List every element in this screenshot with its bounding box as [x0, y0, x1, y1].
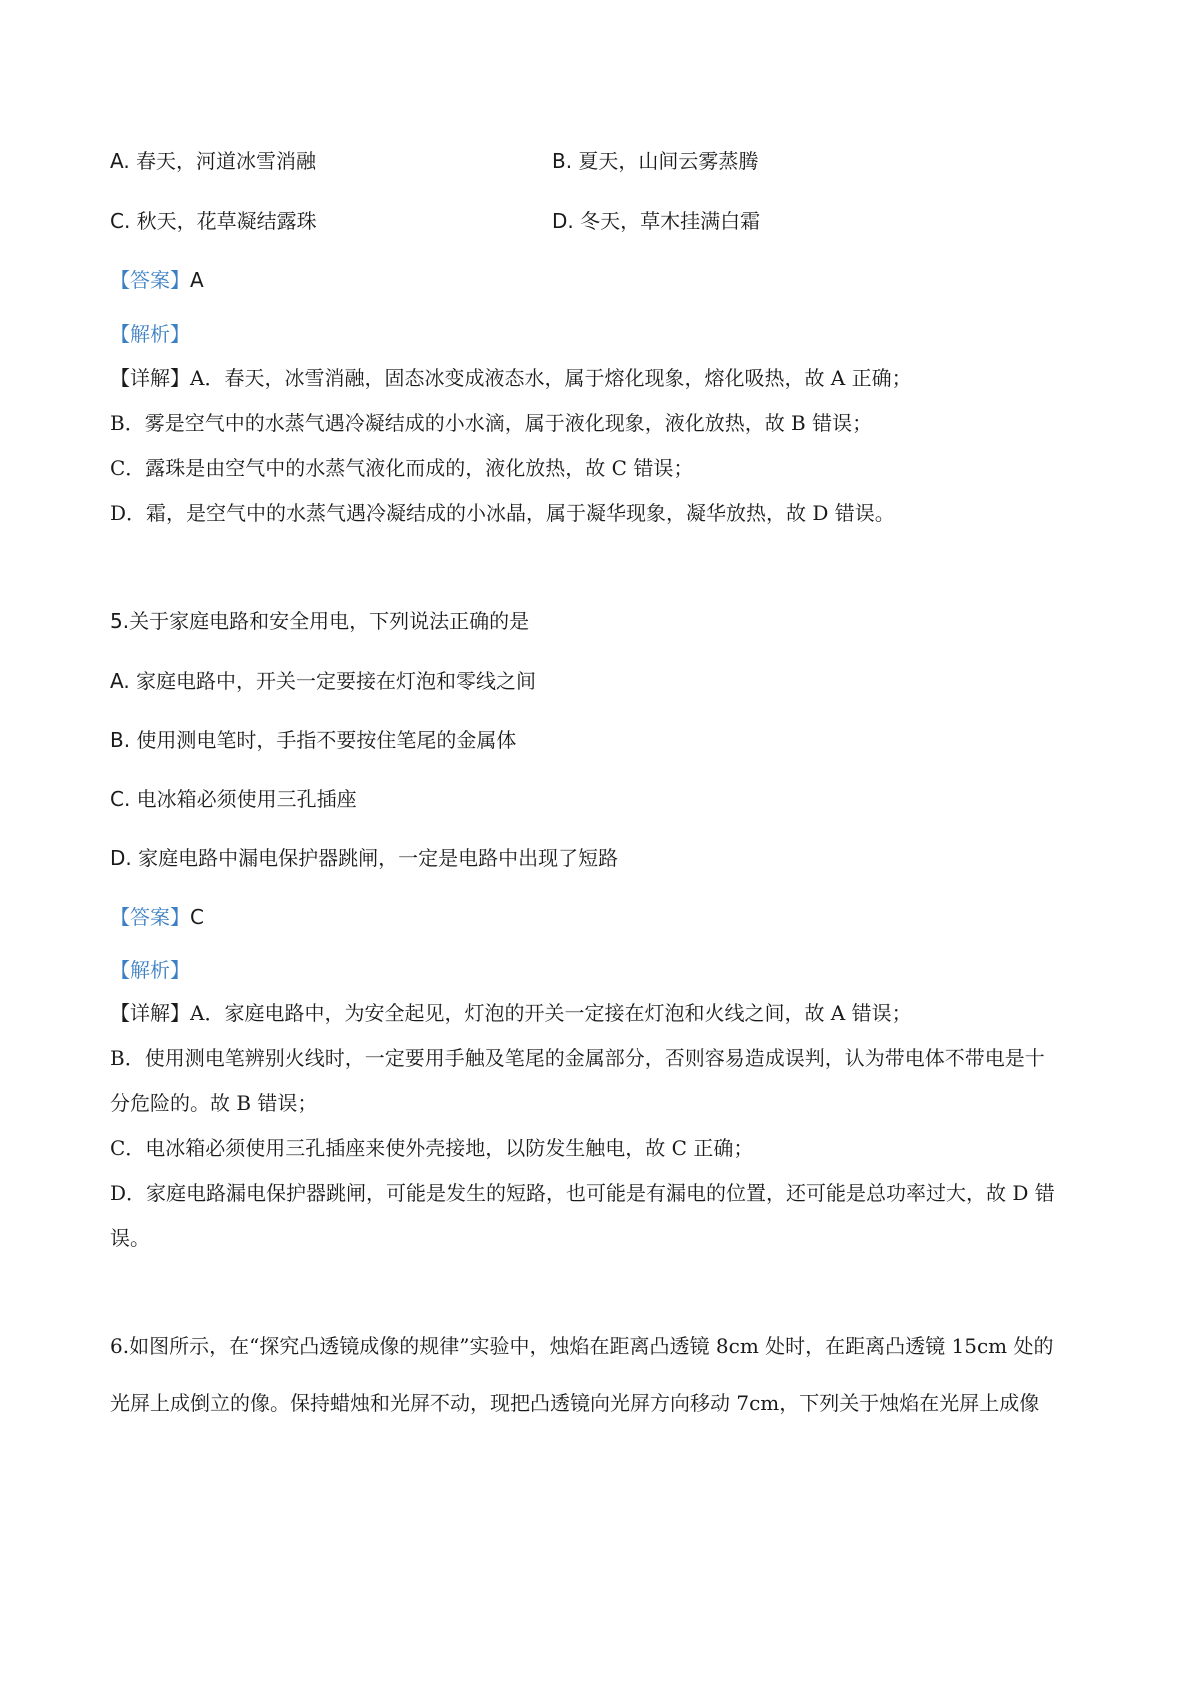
- detail-text: A．家庭电路中，为安全起见，灯泡的开关一定接在灯泡和火线之间，故 A 错误；: [190, 1001, 912, 1025]
- detail-label: 【详解】: [110, 1001, 190, 1025]
- q5-option-d[interactable]: D. 家庭电路中漏电保护器跳闸，一定是电路中出现了短路: [110, 846, 619, 870]
- answer-value: A: [190, 268, 204, 292]
- q4-answer: [110, 266, 204, 294]
- answer-label: 【答案】: [110, 268, 190, 292]
- q5-detail-line: D．家庭电路漏电保护器跳闸，可能是发生的短路，也可能是有漏电的位置，还可能是总功率过大，故 D 错: [110, 1181, 1055, 1205]
- q5-detail-line: B．使用测电笔辨别火线时，一定要用手触及笔尾的金属部分，否则容易造成误判，认为带电体不带电是十: [110, 1046, 1045, 1070]
- answer-label: 【答案】: [110, 905, 190, 929]
- q4-option-d[interactable]: D. 冬天，草木挂满白霜: [552, 209, 761, 233]
- q4-detail-line: B．雾是空气中的水蒸气遇冷凝结成的小水滴，属于液化现象，液化放热，故 B 错误；: [110, 411, 873, 435]
- q5-option-b[interactable]: B. 使用测电笔时，手指不要按住笔尾的金属体: [110, 728, 517, 752]
- q4-analysis-label: 【解析】: [110, 322, 190, 346]
- q4-option-c[interactable]: C. 秋天，花草凝结露珠: [110, 209, 317, 233]
- q5-analysis-label: 【解析】: [110, 958, 190, 982]
- q6-question-line: 光屏上成倒立的像。保持蜡烛和光屏不动，现把凸透镜向光屏方向移动 7cm，下列关于烛焰在光屏上成像: [110, 1391, 1040, 1415]
- q4-option-a[interactable]: A. 春天，河道冰雪消融: [110, 149, 317, 173]
- q5-detail-line: C．电冰箱必须使用三孔插座来使外壳接地，以防发生触电，故 C 正确；: [110, 1136, 754, 1160]
- q4-detail-line: C．露珠是由空气中的水蒸气液化而成的，液化放热，故 C 错误；: [110, 456, 694, 480]
- q5-detail-line: 误。: [110, 1226, 150, 1250]
- q5-detail-line: [110, 999, 912, 1027]
- q5-option-c[interactable]: C. 电冰箱必须使用三孔插座: [110, 787, 357, 811]
- detail-label: 【详解】: [110, 366, 190, 390]
- q5-detail-line: 分危险的。故 B 错误；: [110, 1091, 318, 1115]
- q6-question-line: 6.如图所示，在“探究凸透镜成像的规律”实验中，烛焰在距离凸透镜 8cm 处时，在距离凸透镜 15cm 处的: [110, 1334, 1054, 1358]
- q5-question: 5.关于家庭电路和安全用电，下列说法正确的是: [110, 609, 530, 633]
- q4-detail-line: D．霜，是空气中的水蒸气遇冷凝结成的小冰晶，属于凝华现象，凝华放热，故 D 错误。: [110, 501, 895, 525]
- q4-option-b[interactable]: B. 夏天，山间云雾蒸腾: [552, 149, 759, 173]
- answer-value: C: [190, 905, 204, 929]
- q5-answer: [110, 903, 204, 931]
- detail-text: A．春天，冰雪消融，固态冰变成液态水，属于熔化现象，熔化吸热，故 A 正确；: [190, 366, 912, 390]
- q5-option-a[interactable]: A. 家庭电路中，开关一定要接在灯泡和零线之间: [110, 669, 537, 693]
- q4-detail-line: [110, 364, 912, 392]
